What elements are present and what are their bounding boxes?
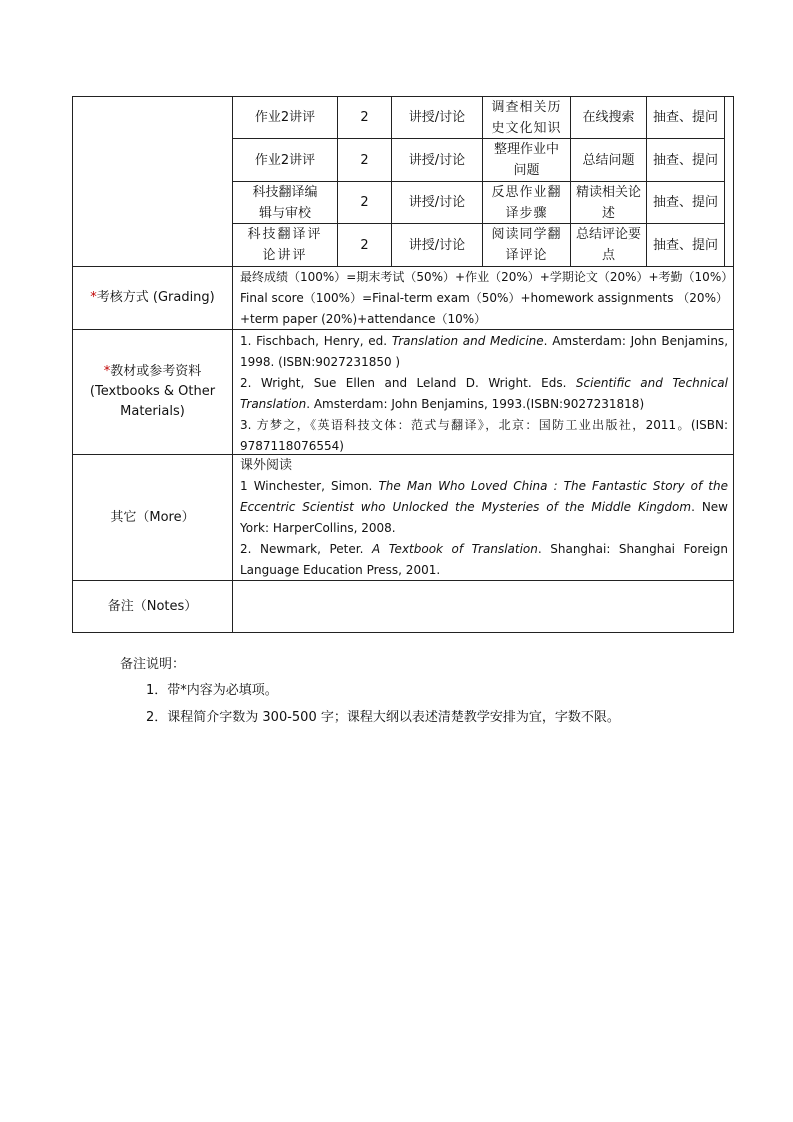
textbooks-label-en2: Materials) xyxy=(120,404,185,419)
required-star: * xyxy=(90,290,97,305)
textbooks-label-zh: 教材或参考资料 xyxy=(110,364,202,379)
schedule-after: 总结评论要点 xyxy=(575,227,641,263)
notes-content xyxy=(233,581,733,632)
required-star: * xyxy=(103,364,111,379)
reference-item: 3. 方梦之，《英语科技文体：范式与翻译》，北京：国防工业出版社，2011。(ISBN: 9787118076554) xyxy=(240,418,728,453)
reference-item xyxy=(240,331,728,373)
reference-author: 1. Fischbach, Henry, ed. xyxy=(240,334,388,348)
schedule-topic: 科技翻译编辑与审校 xyxy=(252,184,318,221)
grading-content xyxy=(240,267,734,330)
more-content xyxy=(240,455,728,581)
reference-title: The Man Who Loved China : The Fantastic Story of the Eccentric Scientist who Unlocked the Mysteries of the Middle Kingdom xyxy=(240,479,728,514)
more-heading: 课外阅读 xyxy=(240,458,293,473)
schedule-check: 抽查、提问 xyxy=(652,110,718,125)
reference-title: A Textbook of Translation xyxy=(371,542,538,556)
reference-item xyxy=(240,476,728,539)
reference-author: 2. Wright, Sue Ellen and Leland D. Wright. Eds. xyxy=(240,376,567,390)
schedule-check: 抽查、提问 xyxy=(652,237,718,253)
schedule-hours: 2 xyxy=(360,152,369,168)
schedule-method: 讲授/讨论 xyxy=(408,195,466,210)
reference-item xyxy=(240,373,728,415)
schedule-topic: 科技翻译评论讲评 xyxy=(247,227,323,263)
textbooks-label xyxy=(73,330,232,454)
schedule-topic: 作业2讲评 xyxy=(254,152,316,168)
footnote-item: 1．带*内容为必填项。 xyxy=(146,683,278,698)
grading-label xyxy=(73,267,232,329)
notes-label: 备注（Notes） xyxy=(107,598,198,614)
schedule-topic: 作业2讲评 xyxy=(254,110,316,125)
schedule-method: 讲授/讨论 xyxy=(408,110,466,125)
schedule-after: 总结问题 xyxy=(582,152,635,168)
schedule-after: 在线搜索 xyxy=(582,110,635,125)
textbooks-content xyxy=(240,331,728,457)
more-label: 其它（More） xyxy=(110,509,195,525)
schedule-hours: 2 xyxy=(360,195,369,210)
reference-publisher: . Amsterdam: John Benjamins, 1998. (ISBN:9027231850 ) xyxy=(240,334,729,369)
schedule-hours: 2 xyxy=(360,237,369,253)
reference-title: Translation and Medicine xyxy=(391,334,544,348)
table-divider xyxy=(724,96,725,266)
schedule-check: 抽查、提问 xyxy=(652,195,718,210)
grading-formula-zh: 最终成绩（100%）=期末考试（50%）+作业（20%）+学期论文（20%）+考勤（10%） xyxy=(240,270,734,284)
reference-publisher: . New York: HarperCollins, 2008. xyxy=(240,500,728,535)
schedule-task: 调查相关历史文化知识 xyxy=(491,99,562,136)
schedule-method: 讲授/讨论 xyxy=(408,237,466,253)
textbooks-label-en1: (Textbooks & Other xyxy=(89,384,216,399)
reference-title: Scientific and Technical Translation xyxy=(240,376,728,411)
schedule-after: 精读相关论述 xyxy=(575,184,641,221)
reference-item xyxy=(240,539,728,581)
reference-author: 2. Newmark, Peter. xyxy=(240,542,364,556)
grading-formula-en: Final score（100%）=Final-term exam（50%）+homework assignments （20%）+term paper (20%)+attendance（10%） xyxy=(240,291,728,326)
reference-publisher: . Shanghai: Shanghai Foreign Language Education Press, 2001. xyxy=(240,542,728,577)
schedule-task: 整理作业中问题 xyxy=(493,142,559,178)
grading-label-text: 考核方式 (Grading) xyxy=(96,290,215,305)
schedule-hours: 2 xyxy=(360,110,369,125)
reference-publisher: . Amsterdam: John Benjamins, 1993.(ISBN:9027231818) xyxy=(306,397,645,411)
footnote-item: 2．课程简介字数为 300-500 字；课程大纲以表述清楚教学安排为宜，字数不限。 xyxy=(146,710,620,725)
schedule-method: 讲授/讨论 xyxy=(408,152,466,168)
schedule-task: 反思作业翻译步骤 xyxy=(491,184,562,221)
schedule-check: 抽查、提问 xyxy=(652,152,718,168)
reference-author: 1 Winchester, Simon. xyxy=(240,479,373,493)
footnotes-title: 备注说明： xyxy=(120,657,186,672)
schedule-task: 阅读同学翻译评论 xyxy=(491,227,562,263)
